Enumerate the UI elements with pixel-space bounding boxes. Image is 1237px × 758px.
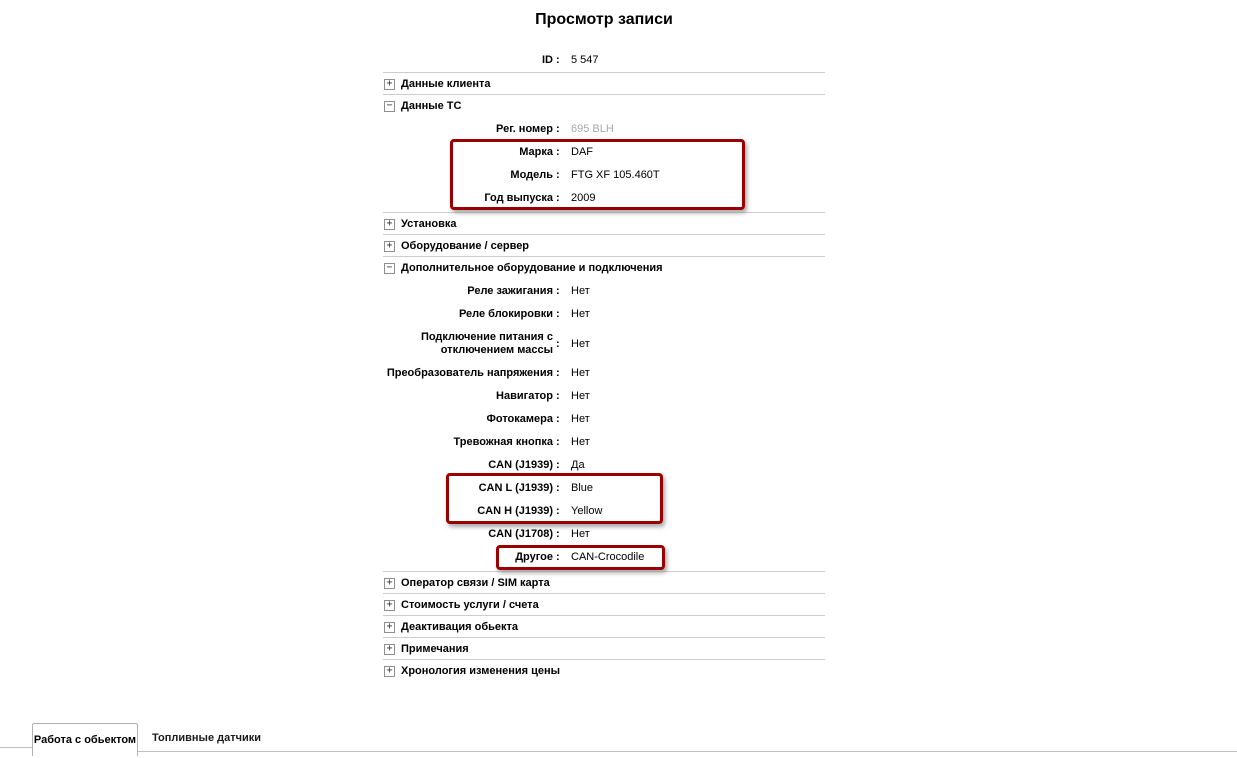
field-row-ignition-relay	[383, 280, 825, 303]
section-header-client-data[interactable]	[383, 72, 825, 94]
field-colon: :	[556, 169, 560, 181]
separator-line-right	[138, 751, 1237, 752]
field-colon: :	[556, 528, 560, 540]
field-colon: :	[556, 551, 560, 563]
field-value: Нет	[571, 413, 590, 425]
field-colon: :	[556, 54, 560, 66]
field-label: CAN (J1939)	[488, 459, 553, 471]
field-value: Нет	[571, 390, 590, 402]
field-row-can-j1708	[383, 523, 825, 546]
section-label: Данные ТС	[401, 100, 462, 112]
section-header-sim-operator[interactable]	[383, 571, 825, 593]
vehicle-highlight-group	[383, 141, 825, 210]
field-colon: :	[556, 192, 560, 204]
field-label: Год выпуска	[484, 192, 553, 204]
expand-icon[interactable]: +	[384, 600, 395, 611]
field-label: Модель	[510, 169, 553, 181]
field-value: Нет	[571, 528, 590, 540]
field-label: Фотокамера	[486, 413, 553, 425]
field-value: 2009	[571, 192, 596, 204]
field-row-navigator	[383, 385, 825, 408]
section-label: Данные клиента	[401, 78, 491, 90]
section-body-extra-equipment	[383, 278, 825, 571]
field-row-voltage-converter	[383, 362, 825, 385]
field-label: Преобразователь напряжения	[386, 367, 553, 379]
field-row-can-l-j1939	[383, 477, 825, 500]
field-value: Нет	[571, 367, 590, 379]
field-row-brand	[383, 141, 825, 164]
field-value: Нет	[571, 436, 590, 448]
field-row-power-cutoff	[383, 326, 825, 362]
expand-icon[interactable]: +	[384, 578, 395, 589]
field-label: CAN H (J1939)	[477, 505, 553, 517]
field-row-can-h-j1939	[383, 500, 825, 523]
field-value: Нет	[571, 308, 590, 320]
expand-icon[interactable]: +	[384, 241, 395, 252]
field-colon: :	[556, 146, 560, 158]
field-label: CAN (J1708)	[488, 528, 553, 540]
field-value: FTG XF 105.460T	[571, 169, 660, 181]
underline-mark	[483, 474, 646, 475]
section-label: Стоимость услуги / счета	[401, 599, 539, 611]
field-colon: :	[556, 459, 560, 471]
field-label: Навигатор	[496, 390, 553, 402]
section-label: Дополнительное оборудование и подключения	[401, 262, 663, 274]
tab-work-with-object[interactable]: Работа с обьектом	[32, 723, 138, 756]
separator-line-left	[0, 747, 32, 748]
field-label: Реле зажигания	[467, 285, 553, 297]
field-row-can-j1939	[383, 454, 825, 477]
section-header-notes[interactable]	[383, 637, 825, 659]
section-header-extra-equipment[interactable]	[383, 256, 825, 278]
field-colon: :	[556, 123, 560, 135]
field-row-year	[383, 187, 825, 210]
field-label: Реле блокировки	[458, 308, 553, 320]
field-colon: :	[556, 308, 560, 320]
section-header-equipment-server[interactable]	[383, 234, 825, 256]
field-row-other	[383, 546, 825, 569]
section-header-price-history[interactable]	[383, 659, 825, 681]
field-label: Марка	[519, 146, 553, 158]
field-label: Подключение питания с отключением массы	[420, 331, 553, 356]
field-value: Yellow	[571, 505, 603, 517]
field-row-id	[383, 49, 825, 72]
field-colon: :	[556, 337, 560, 350]
section-label: Примечания	[401, 643, 469, 655]
field-row-panic-button	[383, 431, 825, 454]
field-value: DAF	[571, 146, 593, 158]
field-row-reg-number	[383, 118, 825, 141]
expand-icon[interactable]: +	[384, 79, 395, 90]
field-row-model	[383, 164, 825, 187]
field-colon: :	[556, 505, 560, 517]
field-value-id: 5 547	[571, 54, 599, 66]
field-colon: :	[556, 482, 560, 494]
expand-icon[interactable]: +	[384, 219, 395, 230]
field-label-id: ID	[542, 54, 553, 66]
section-label: Оператор связи / SIM карта	[401, 577, 550, 589]
field-value: Blue	[571, 482, 594, 494]
field-colon: :	[556, 413, 560, 425]
field-label: Другое	[515, 551, 553, 563]
field-label: Рег. номер	[496, 123, 553, 135]
section-header-installation[interactable]	[383, 212, 825, 234]
section-label: Оборудование / сервер	[401, 240, 530, 252]
tab-fuel-sensors[interactable]: Топливные датчики	[152, 732, 262, 744]
field-row-lock-relay	[383, 303, 825, 326]
field-colon: :	[556, 367, 560, 379]
field-value: Нет	[571, 337, 590, 350]
expand-icon[interactable]: +	[384, 622, 395, 633]
field-label: CAN L (J1939)	[478, 482, 553, 494]
field-colon: :	[556, 390, 560, 402]
section-label: Хронология изменения цены	[401, 665, 561, 677]
collapse-icon[interactable]: −	[384, 263, 395, 274]
can-highlight-group	[383, 477, 825, 523]
section-header-vehicle-data[interactable]	[383, 94, 825, 116]
section-label: Деактивация обьекта	[401, 621, 518, 633]
expand-icon[interactable]: +	[384, 644, 395, 655]
field-value: CAN-Crocodile	[571, 551, 645, 563]
page-title: Просмотр записи	[535, 11, 673, 28]
field-value: Нет	[571, 285, 590, 297]
field-value: 695 BLH	[571, 123, 614, 135]
field-colon: :	[556, 436, 560, 448]
collapse-icon[interactable]: −	[384, 101, 395, 112]
section-header-service-cost[interactable]	[383, 593, 825, 615]
field-label: Тревожная кнопка	[453, 436, 553, 448]
field-colon: :	[556, 285, 560, 297]
expand-icon[interactable]: +	[384, 666, 395, 677]
field-row-camera	[383, 408, 825, 431]
section-header-deactivation[interactable]	[383, 615, 825, 637]
other-highlight-group	[383, 546, 825, 569]
record-view	[383, 0, 825, 681]
section-label: Установка	[401, 218, 457, 230]
section-body-vehicle-data	[383, 116, 825, 212]
field-value: Да	[571, 459, 585, 471]
